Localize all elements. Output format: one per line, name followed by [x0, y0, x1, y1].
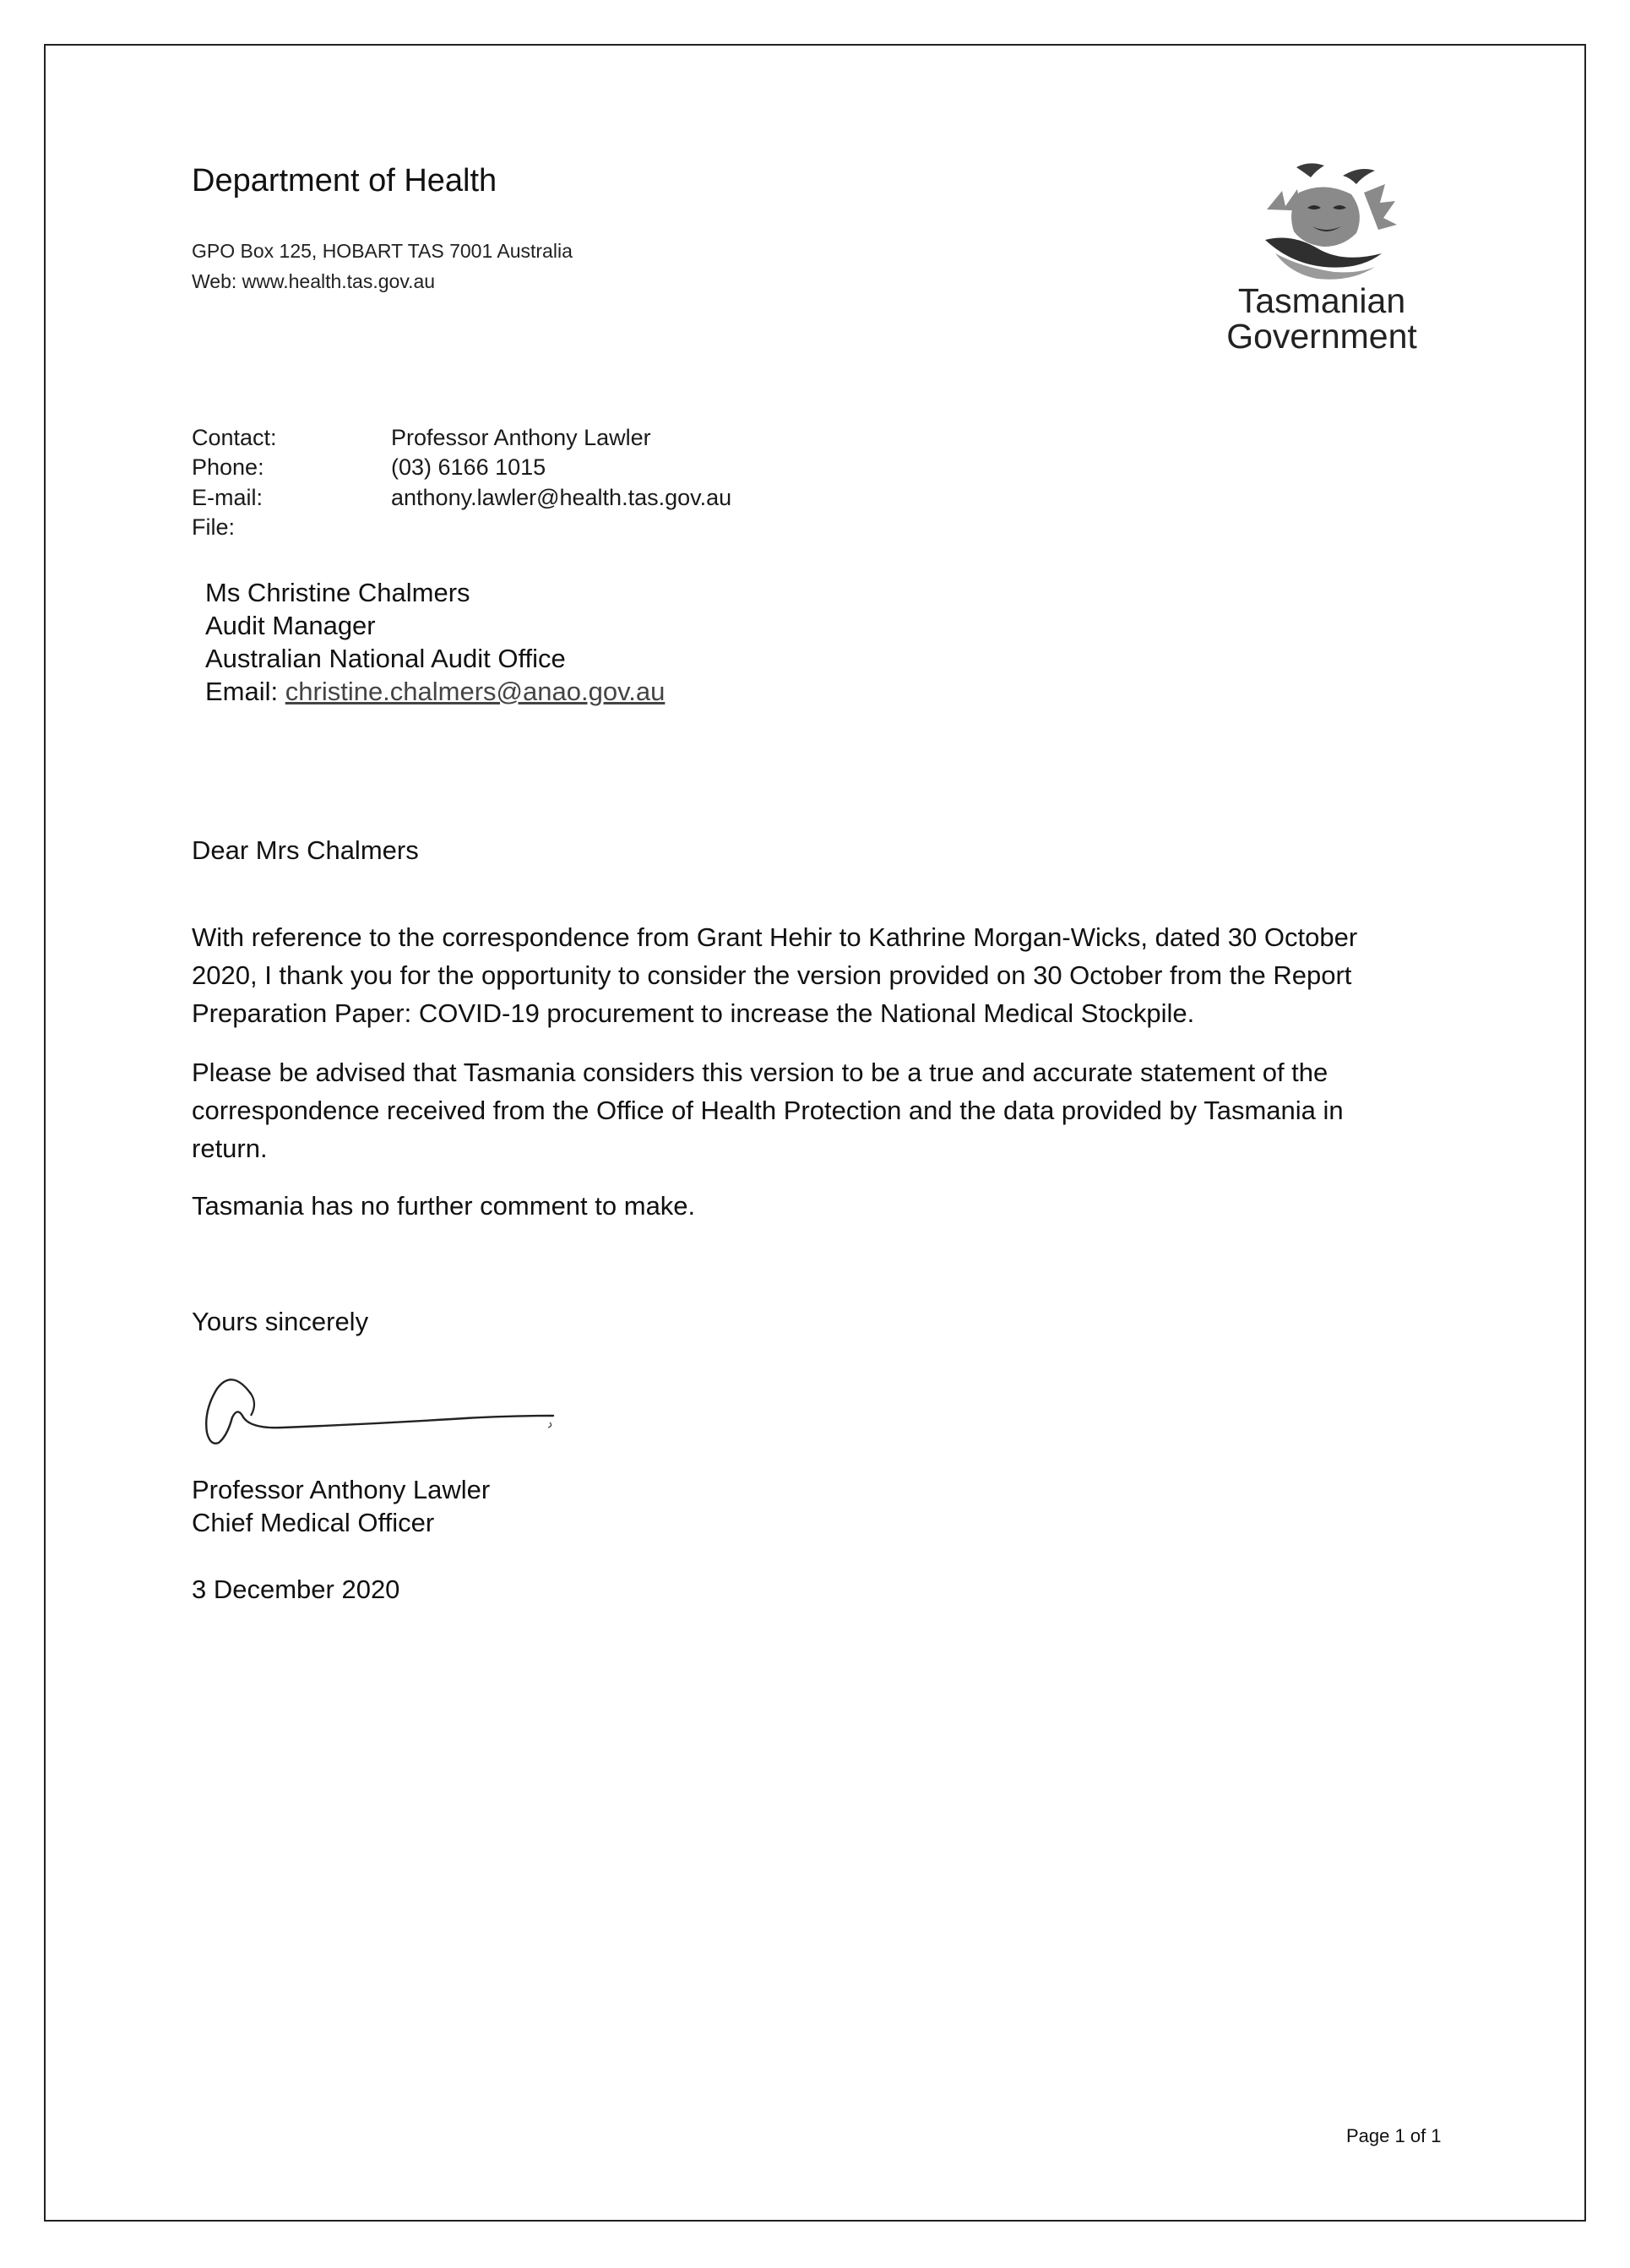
contact-value: Professor Anthony Lawler: [391, 425, 651, 450]
logo-text-line1: Tasmanian: [1237, 281, 1406, 320]
page-number: Page 1 of 1: [1346, 2125, 1442, 2146]
phone-value: (03) 6166 1015: [391, 454, 546, 480]
paragraph: With reference to the correspondence from Grant Hehir to Kathrine Morgan-Wicks, dated 30 October 2020, I thank you for the opportunity to consider the version provided on 30 October from the Report Preparation Paper: COVID-19 procurement to increase the National Medical Stockpile.: [192, 922, 1358, 1028]
recipient-email-line: [205, 677, 665, 707]
tasmanian-devil-emblem-icon: [1216, 159, 1427, 286]
contact-label: Contact:: [192, 425, 277, 450]
signature-image: [198, 1352, 570, 1453]
signatory-name: Professor Anthony Lawler: [192, 1475, 491, 1504]
website: Web: www.health.tas.gov.au: [192, 270, 436, 292]
postal-address: GPO Box 125, HOBART TAS 7001 Australia: [192, 240, 573, 262]
phone-label: Phone:: [192, 454, 264, 480]
recipient-email-label: Email:: [205, 677, 285, 706]
recipient-organisation: Australian National Audit Office: [205, 644, 566, 673]
recipient-email-link[interactable]: christine.chalmers@anao.gov.au: [285, 677, 666, 706]
paragraph: Please be advised that Tasmania considers this version to be a true and accurate statement of the correspondence received from the Office of Health Protection and the data provided by Tasmania in return.: [192, 1058, 1344, 1163]
salutation: Dear Mrs Chalmers: [192, 835, 419, 865]
logo-text-line2: Government: [1226, 317, 1417, 356]
closing: Yours sincerely: [192, 1307, 369, 1336]
letter-date: 3 December 2020: [192, 1575, 400, 1604]
paragraph: Tasmania has no further comment to make.: [192, 1191, 696, 1221]
department-title: Department of Health: [192, 163, 497, 199]
signatory-title: Chief Medical Officer: [192, 1508, 435, 1537]
file-label: File:: [192, 514, 236, 540]
recipient-title: Audit Manager: [205, 611, 376, 640]
email-value: anthony.lawler@health.tas.gov.au: [391, 485, 732, 510]
tasmanian-government-logo: [1216, 159, 1427, 357]
email-label: E-mail:: [192, 485, 264, 510]
recipient-name: Ms Christine Chalmers: [205, 578, 470, 607]
